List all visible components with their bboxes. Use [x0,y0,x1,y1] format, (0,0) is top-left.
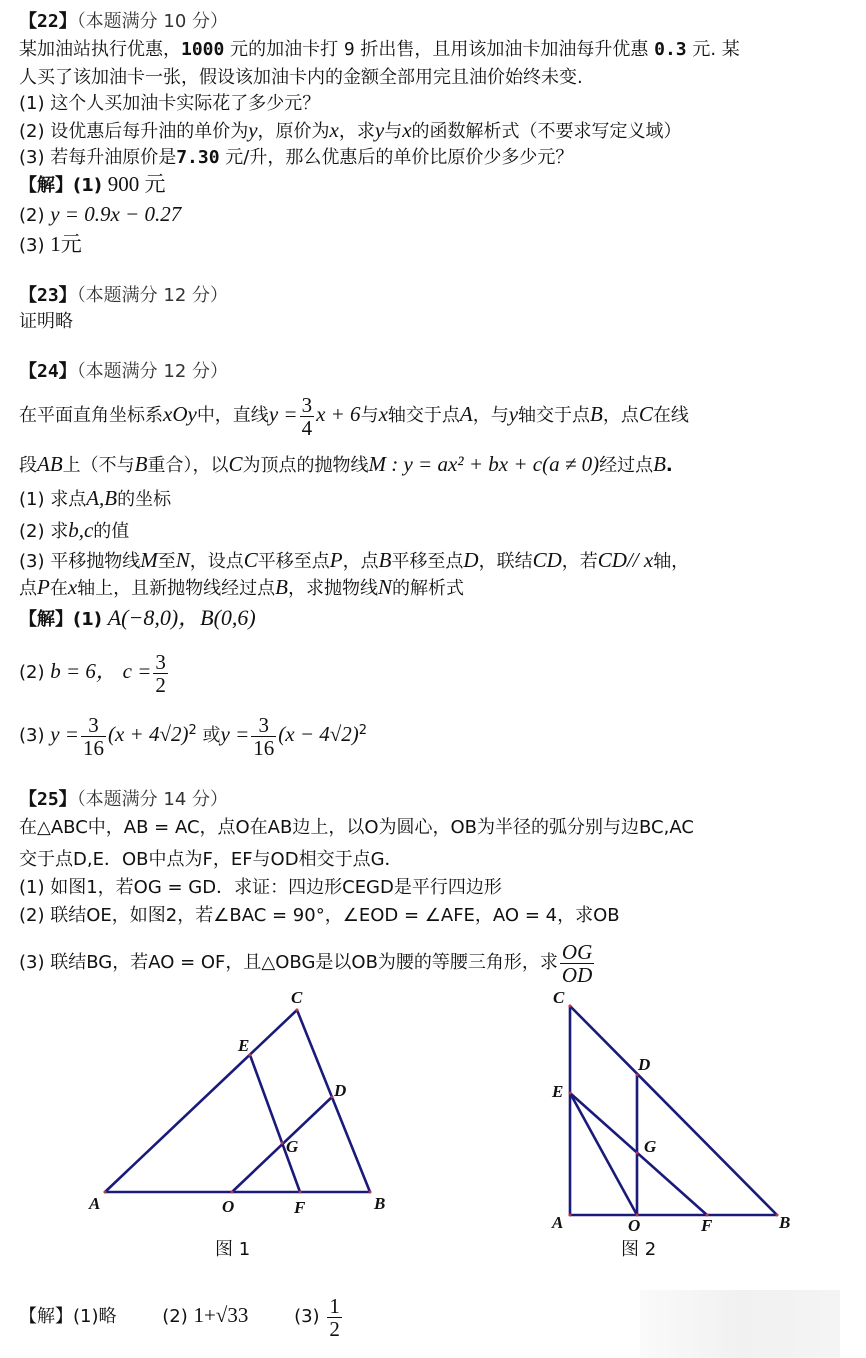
q24-answer-3: (3) y = $\frac{3}{16}$ $(x + 4√2)^2$ 或y = $\frac{3}{16}$ $(x - 4√2)^2$ [19,712,368,760]
svg-text:C: C [553,988,565,1007]
q24-number: 【24】 [19,361,77,382]
svg-text:F: F [701,1216,713,1235]
q25-score: （本题满分 14 分） [76,789,229,810]
q24-sub3-line2: 点P在x轴上，且新抛物线经过点B，求抛物线N的解析式 [19,575,464,599]
q22-sub1: (1) 这个人买加油卡实际花了多少元？ [19,93,321,114]
q25-sub3: (3) 联结BG，若AO = OF，且△OBG是以OB为腰的等腰三角形，求 $\frac{OG}{OD}$ [19,939,593,987]
svg-text:F: F [294,1198,306,1217]
q25-stem-line2: 交于点D,E．OB中点为F，EF与OD相交于点G． [19,849,403,870]
q25-number: 【25】 [19,789,77,810]
q24-sub1: (1) 求点A,B的坐标 [19,486,172,510]
watermark-blur [640,1290,840,1358]
q25-sub2: (2) 联结OE，如图2，若∠BAC = 90°，∠EOD = ∠AFE，AO = 4，求OB [19,905,620,926]
c-fraction: $\frac{3}{2}$ [155,649,166,697]
q22-sub2: (2) 设优惠后每升油的单价为y，原价为x，求y与x的函数解析式（不要求写定义域） [19,118,682,142]
slope-fraction: $\frac{3}{4}$ [301,392,313,440]
svg-text:D: D [334,1081,347,1100]
q24-sub3-line1: (3) 平移抛物线M至N，设点C平移至点P，点B平移至点D，联结CD，若CD// x轴， [19,548,690,572]
q24-sub2: (2) 求b,c的值 [19,518,130,542]
q25-answer: 【解】(1)略 (2) 1+√33 (3) $\frac{1}{2}$ [19,1293,340,1341]
svg-text:B: B [779,1213,791,1232]
svg-text:A: A [552,1213,564,1232]
q22-stem-line2: 人买了该加油卡一张，假设该加油卡内的金额全部用完且油价始终未变. [19,67,583,88]
svg-text:O: O [628,1216,641,1235]
q22-sub3: (3) 若每升油原价是7.30 元/升，那么优惠后的单价比原价少多少元？ [19,147,574,168]
figure-2-caption: 图 2 [621,1239,657,1260]
svg-text:E: E [552,1082,564,1101]
svg-text:G: G [644,1137,657,1156]
q24-answer-1: 【解】(1) A(−8,0)，B(0,6) [19,605,256,630]
q25-sub1: (1) 如图1，若OG = GD．求证：四边形CEGD是平行四边形 [19,877,502,898]
svg-text:O: O [222,1197,235,1216]
q25-stem-line1: 在△ABC中，AB = AC，点O在AB边上，以O为圆心，OB为半径的弧分别与边BC,AC [19,817,694,838]
figure-1-caption: 图 1 [215,1239,251,1260]
q24-stem-line1: 在平面直角坐标系xOy中，直线y = $\frac{3}{4}$ x + 6与x轴交于点A，与y轴交于点B，点C在线 [19,392,689,440]
q22-answer-3: (3) 1元 [19,232,82,256]
svg-text:A: A [89,1194,101,1213]
q23-answer: 证明略 [19,311,73,332]
svg-text:D: D [638,1055,651,1074]
q22-answer-2: (2) y = 0.9x − 0.27 [19,202,182,226]
svg-text:G: G [286,1137,299,1156]
q22-answer-1: 【解】(1) 900 元 [19,172,166,196]
q24-score: （本题满分 12 分） [76,361,229,382]
svg-text:B: B [374,1194,386,1213]
q24-answer-2: (2) b = 6， c = $\frac{3}{2}$ [19,649,166,697]
svg-text:E: E [238,1036,250,1055]
og-od-fraction: $\frac{OG}{OD}$ [561,939,593,987]
svg-text:C: C [291,988,303,1007]
q23-score: （本题满分 12 分） [76,285,229,306]
figure-2-diagram [570,1006,777,1215]
q22-number: 【22】 [19,11,77,32]
q24-stem-line2: 段AB上（不与B重合），以C为顶点的抛物线M : y = ax² + bx + c(a ≠ 0)经过点B. [19,452,673,476]
q23-number: 【23】 [19,285,77,306]
q22-score: （本题满分 10 分） [76,11,229,32]
q22-stem-line1: 某加油站执行优惠，1000 元的加油卡打 9 折出售，且用该加油卡加油每升优惠 0.3 元. 某 [19,39,740,60]
